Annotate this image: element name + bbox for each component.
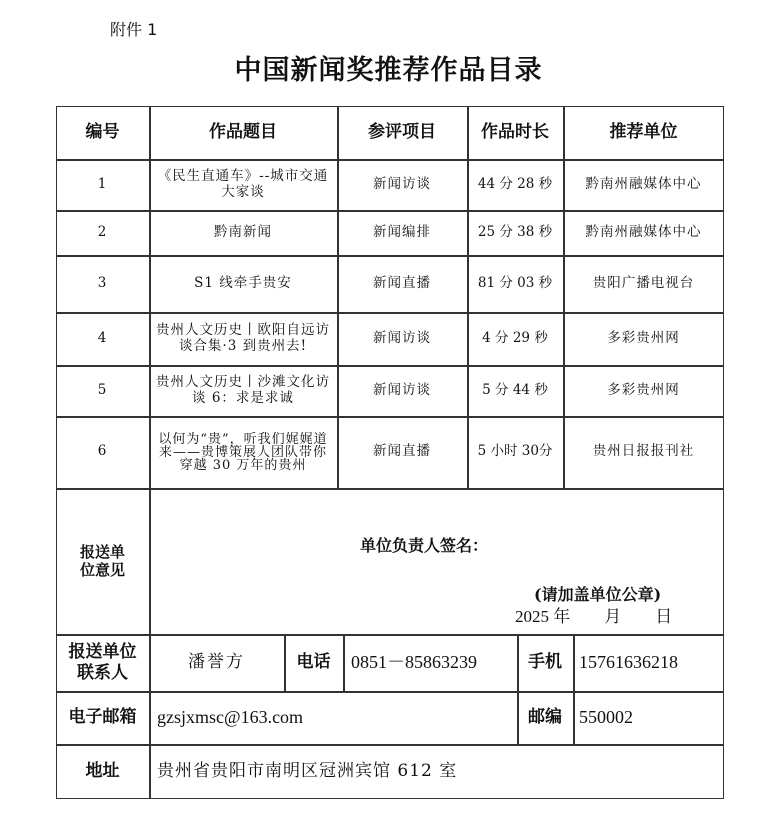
row-title: S1 线牵手贵安 bbox=[194, 274, 292, 291]
row-category: 新闻访谈 bbox=[373, 381, 431, 398]
document-title: 中国新闻奖推荐作品目录 bbox=[234, 55, 543, 86]
row-unit: 贵州日报报刊社 bbox=[592, 443, 695, 460]
contact-label: 报送单位联系人 bbox=[68, 642, 137, 683]
header-unit: 推荐单位 bbox=[609, 121, 678, 142]
row-number: 6 bbox=[97, 443, 108, 460]
header-number: 编号 bbox=[85, 121, 120, 142]
header-duration: 作品时长 bbox=[481, 121, 549, 142]
row-number: 5 bbox=[97, 381, 108, 398]
row-category: 新闻访谈 bbox=[373, 175, 431, 192]
row-unit: 贵阳广播电视台 bbox=[592, 274, 695, 291]
contact-name: 潘誉方 bbox=[188, 651, 245, 672]
stamp-note: (请加盖单位公章) bbox=[534, 585, 662, 604]
row-unit: 多彩贵州网 bbox=[607, 381, 680, 398]
postcode-value: 550002 bbox=[579, 707, 633, 728]
row-category: 新闻直播 bbox=[373, 443, 431, 460]
address-label: 地址 bbox=[85, 760, 120, 781]
row-category: 新闻直播 bbox=[373, 274, 431, 291]
row-duration: 4 分 29 秒 bbox=[482, 329, 548, 346]
header-category: 参评项目 bbox=[368, 121, 436, 142]
row-title: 贵州人文历史丨沙滩文化访谈 6：求是求诚 bbox=[156, 373, 330, 406]
row-title: 《民生直通车》--城市交通大家谈 bbox=[157, 167, 329, 200]
row-duration: 5 分 44 秒 bbox=[482, 381, 548, 398]
row-unit: 黔南州融媒体中心 bbox=[585, 223, 702, 240]
row-category: 新闻编排 bbox=[373, 223, 431, 240]
row-duration: 81 分 03 秒 bbox=[477, 274, 553, 291]
row-duration: 44 分 28 秒 bbox=[477, 175, 553, 192]
row-category: 新闻访谈 bbox=[373, 329, 431, 346]
mobile-label: 手机 bbox=[528, 651, 562, 672]
divider bbox=[56, 488, 724, 490]
signature-field[interactable]: 单位负责人签名： bbox=[360, 536, 489, 555]
mobile-value: 15761636218 bbox=[579, 652, 678, 673]
row-title: 黔南新闻 bbox=[214, 223, 272, 240]
date-field[interactable]: 2025 年 月 日 bbox=[515, 607, 673, 626]
postcode-label: 邮编 bbox=[528, 706, 562, 727]
address-value: 贵州省贵阳市南明区冠洲宾馆 612 室 bbox=[157, 760, 458, 781]
row-unit: 黔南州融媒体中心 bbox=[585, 175, 702, 192]
row-number: 3 bbox=[97, 274, 108, 291]
row-duration: 5 小时 30分 bbox=[477, 443, 553, 460]
row-title: 以何为“贵”，听我们娓娓道来——贵博策展人团队带你穿越 30 万年的贵州 bbox=[158, 431, 328, 473]
row-number: 4 bbox=[97, 329, 108, 346]
opinion-label: 报送单位意见 bbox=[80, 543, 126, 579]
row-number: 1 bbox=[97, 175, 108, 192]
phone-label: 电话 bbox=[296, 651, 331, 672]
header-title: 作品题目 bbox=[209, 121, 277, 142]
email-value[interactable]: gzsjxmsc@163.com bbox=[157, 707, 304, 728]
email-label: 电子邮箱 bbox=[68, 706, 137, 727]
attachment-label: 附件 1 bbox=[110, 20, 158, 39]
row-unit: 多彩贵州网 bbox=[607, 329, 680, 346]
row-title: 贵州人文历史丨欧阳自远访谈合集·3 到贵州去! bbox=[156, 321, 330, 354]
row-number: 2 bbox=[97, 223, 108, 240]
phone-value: 0851－85863239 bbox=[351, 652, 477, 673]
row-duration: 25 分 38 秒 bbox=[477, 223, 553, 240]
